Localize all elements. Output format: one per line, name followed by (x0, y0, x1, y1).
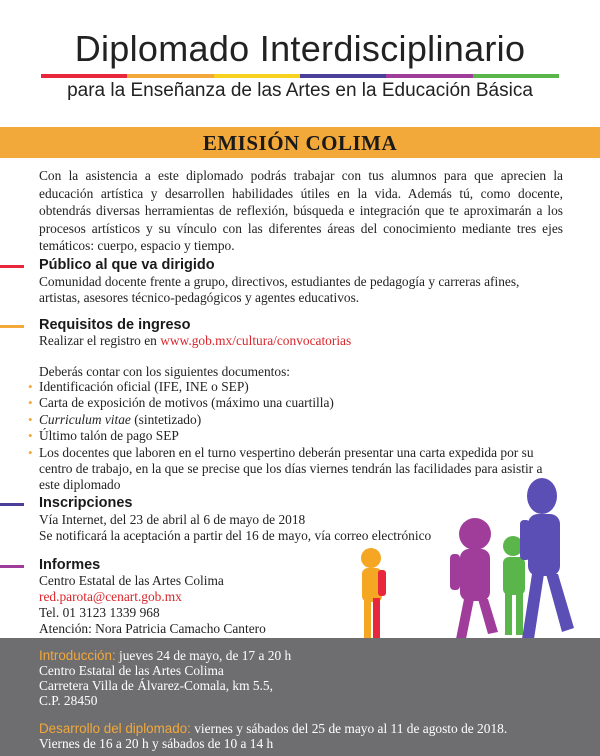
rainbow-segment (473, 74, 559, 78)
child-figure-small (361, 548, 386, 638)
list-item (28, 379, 564, 395)
doc-item-text: Los docentes que laboren en el turno vespertino deberán presentar una carta expedida por su centro de trabajo, en la que se precise que los días viernes tendrán las facilidades para asistir a este diplomado (39, 444, 543, 493)
section-title-informes: Informes (39, 557, 101, 573)
list-item (28, 395, 564, 411)
doc-item-text: Último talón de pago SEP (39, 428, 179, 444)
child-figure-blue (520, 478, 574, 639)
page-title: Diplomado Interdisciplinario (74, 28, 526, 69)
rainbow-segment (300, 74, 386, 78)
informes-phone: Tel. 01 3123 1339 968 (39, 605, 160, 620)
inscripciones-line2: Se notificará la aceptación a partir del 16 de mayo, vía correo electrónico (39, 528, 432, 543)
bullet-icon: • (28, 444, 33, 460)
development-dates: viernes y sábados del 25 de mayo al 11 de agosto de 2018. (190, 721, 508, 736)
docs-intro: Deberás contar con los siguientes documentos: (39, 364, 291, 379)
section-title-publico: Público al que va dirigido (39, 257, 215, 273)
venue-line-1: Centro Estatal de las Artes Colima (39, 663, 224, 678)
intro-date-line (39, 648, 291, 664)
bullet-icon: • (28, 395, 33, 411)
rainbow-segment (214, 74, 300, 78)
publico-text: Comunidad docente frente a grupo, directivos, estudiantes de pedagogía y carreras afines, artistas, asesores técnico-pedagógicos y agentes educativos. (39, 274, 520, 306)
bullet-icon: • (28, 411, 33, 427)
development-label: Desarrollo del diplomado: (39, 721, 191, 736)
section-marker-inscripciones (0, 503, 24, 506)
intro-paragraph: Con la asistencia a este diplomado podrás trabajar con tus alumnos para que aprecien la educación artística y desarrollen habilidades útiles en la vida. Además tú, como docente, obtendrás diversas herramientas de reflexión, búsqueda e integración que te aproximarán a los procesos artísticos y su vínculo con las diferentes áreas del conocimiento mediante tres ejes temáticos: cuerpo, espacio y tiempo. (39, 168, 563, 253)
banner-label: EMISIÓN COLIMA (202, 131, 398, 155)
development-hours: Viernes de 16 a 20 h y sábados de 10 a 14 h (39, 736, 274, 751)
venue-line-2: Carretera Villa de Álvarez-Comala, km 5.5, (39, 678, 273, 693)
rainbow-segment (41, 74, 127, 78)
list-item (28, 411, 564, 428)
doc-item-text: Identificación oficial (IFE, INE o SEP) (39, 379, 249, 394)
rainbow-segment (386, 74, 472, 78)
doc-item-text: Carta de exposición de motivos (máximo una cuartilla) (39, 395, 334, 411)
section-marker-requisitos (0, 325, 24, 328)
intro-date: jueves 24 de mayo, de 17 a 20 h (115, 648, 292, 663)
convocatorias-link[interactable]: www.gob.mx/cultura/convocatorias (160, 333, 352, 348)
intro-label: Introducción: (39, 648, 116, 663)
development-line (39, 721, 507, 737)
section-title-inscripciones: Inscripciones (39, 495, 133, 511)
requisitos-register (39, 333, 564, 349)
child-figure-purple (450, 518, 498, 639)
informes-center: Centro Estatal de las Artes Colima (39, 573, 224, 588)
bullet-icon: • (28, 379, 33, 394)
register-prefix: Realizar el registro en (39, 333, 161, 348)
children-illustration (350, 474, 600, 644)
section-title-requisitos: Requisitos de ingreso (39, 317, 191, 333)
venue-line-3: C.P. 28450 (39, 693, 98, 708)
informes-email[interactable]: red.parota@cenart.gob.mx (39, 589, 182, 604)
list-item (28, 428, 564, 444)
section-marker-publico (0, 265, 24, 268)
section-marker-informes (0, 565, 24, 568)
doc-item-suffix: (sintetizado) (130, 411, 202, 427)
page-subtitle: para la Enseñanza de las Artes en la Educación Básica (67, 80, 533, 101)
rainbow-divider (41, 74, 559, 78)
informes-attention: Atención: Nora Patricia Camacho Cantero (39, 621, 266, 636)
doc-item-text: Curriculum vitae (39, 411, 131, 427)
inscripciones-line1: Vía Internet, del 23 de abril al 6 de mayo de 2018 (39, 512, 306, 527)
rainbow-segment (127, 74, 213, 78)
bullet-icon: • (28, 428, 33, 444)
